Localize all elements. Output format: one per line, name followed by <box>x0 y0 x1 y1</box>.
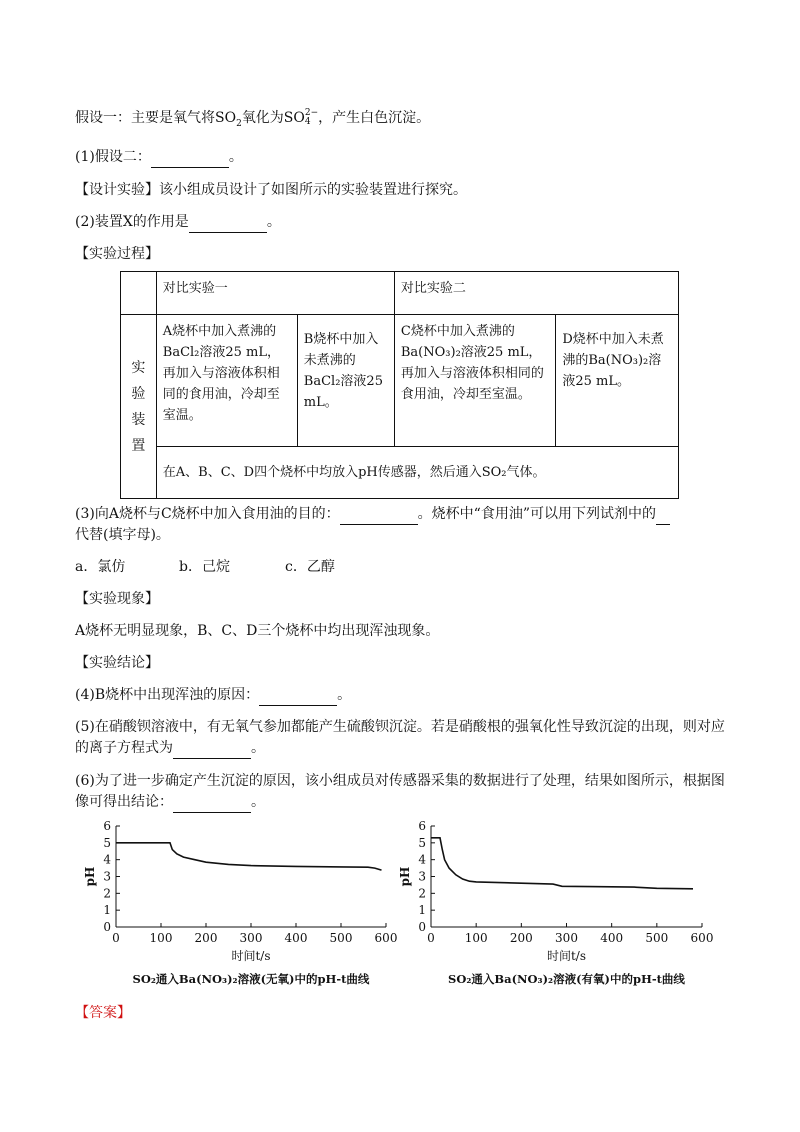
phenomenon-heading: 【实验现象】 <box>75 591 159 607</box>
conclusion-heading: 【实验结论】 <box>75 655 159 671</box>
chart-no-oxygen <box>83 819 397 986</box>
y-tick-label: 5 <box>418 835 426 850</box>
cell-common-setup: 在A、B、C、D四个烧杯中均放入pH传感器，然后通入SO₂气体。 <box>156 447 678 499</box>
question-6-line-1: (6)为了进一步确定产生沉淀的原因，该小组成员对传感器采集的数据进行了处理，结果如图所示，根据图 <box>75 773 725 789</box>
q3-text-b: 。烧杯中“食用油”可以用下列试剂中的 <box>417 506 656 522</box>
y-tick-label: 1 <box>103 903 111 918</box>
hypothesis-1-suffix: ，产生白色沉淀。 <box>318 110 431 126</box>
x-tick-label: 100 <box>464 931 488 945</box>
y-axis-label: pH <box>398 866 412 887</box>
x-tick-label: 100 <box>149 931 173 945</box>
y-tick-label: 4 <box>418 852 426 867</box>
y-tick-label: 4 <box>103 852 111 867</box>
q4-suffix: 。 <box>337 687 352 703</box>
y-tick-label: 5 <box>103 835 111 850</box>
x-tick-label: 300 <box>239 931 263 945</box>
question-3-line-2: 代替(填字母)。 <box>75 527 170 543</box>
x-axis-label: 时间t/s <box>546 949 587 963</box>
cell-beaker-d: D烧杯中加入未煮沸的Ba(NO₃)₂溶液25 mL。 <box>556 315 679 447</box>
q6-suffix: 。 <box>251 794 265 810</box>
hypothesis-1-prefix: 假设一：主要是氧气将SO <box>75 110 237 126</box>
y-tick-label: 6 <box>418 819 426 833</box>
y-tick-label: 0 <box>103 920 111 934</box>
option-a: a．氯仿 <box>75 559 126 575</box>
q2-text: (2)装置X的作用是 <box>75 214 189 230</box>
option-b: b．己烷 <box>179 559 230 575</box>
y-tick-label: 2 <box>103 886 111 901</box>
x-tick-label: 500 <box>645 931 669 945</box>
ph-curve <box>116 843 382 870</box>
q6-text: 像可得出结论： <box>75 794 173 810</box>
header-experiment-1: 对比实验一 <box>156 272 394 315</box>
x-tick-label: 0 <box>427 931 435 945</box>
q1-text: (1)假设二： <box>75 149 151 165</box>
design-heading: 【设计实验】该小组成员设计了如图所示的实验装置进行探究。 <box>75 182 467 198</box>
q2-suffix: 。 <box>266 214 281 230</box>
y-axis-label: pH <box>83 866 97 887</box>
cell-beaker-c: C烧杯中加入煮沸的Ba(NO₃)₂溶液25 mL，再加入与溶液体积相同的食用油，冷却至室温。 <box>394 315 555 447</box>
answer-label: 【答案】 <box>75 1005 131 1021</box>
x-tick-label: 400 <box>284 931 308 945</box>
x-tick-label: 500 <box>329 931 353 945</box>
chart-with-oxygen <box>398 819 713 986</box>
y-tick-label: 3 <box>418 869 426 884</box>
y-tick-label: 6 <box>103 819 111 833</box>
q1-suffix: 。 <box>228 149 243 165</box>
chart-title: SO₂通入Ba(NO₃)₂溶液(有氧)中的pH-t曲线 <box>448 972 685 986</box>
x-tick-label: 300 <box>555 931 578 945</box>
row-label-text: 实验装置 <box>131 359 146 454</box>
header-experiment-2: 对比实验二 <box>394 272 678 315</box>
x-tick-label: 600 <box>374 931 398 945</box>
x-tick-label: 200 <box>194 931 218 945</box>
y-tick-label: 3 <box>103 869 111 884</box>
question-5-line-1: (5)在硝酸钡溶液中，有无氧气参加都能产生硫酸钡沉淀。若是硝酸根的强氧化性导致沉淀的出现，则对应 <box>75 719 725 735</box>
y-tick-label: 2 <box>418 886 426 901</box>
q5-text: 的离子方程式为 <box>75 740 173 756</box>
x-axis-label: 时间t/s <box>231 949 271 963</box>
cell-beaker-a: A烧杯中加入煮沸的BaCl₂溶液25 mL，再加入与溶液体积相同的食用油，冷却至室温。 <box>156 315 297 447</box>
q3-text-a: (3)向A烧杯与C烧杯中加入食用油的目的： <box>75 506 340 522</box>
hypothesis-1-mid: 氧化为SO <box>241 110 305 126</box>
sub-2: 2 <box>236 118 242 129</box>
x-tick-label: 600 <box>690 931 714 945</box>
x-tick-label: 0 <box>112 931 120 945</box>
sub-4: 4 <box>304 117 311 127</box>
ph-curve <box>431 838 693 889</box>
option-c: c．乙醇 <box>285 559 335 575</box>
chart-title: SO₂通入Ba(NO₃)₂溶液(无氧)中的pH-t曲线 <box>132 972 370 986</box>
q5-suffix: 。 <box>251 740 265 756</box>
process-heading: 【实验过程】 <box>75 246 159 262</box>
x-tick-label: 200 <box>509 931 533 945</box>
y-tick-label: 0 <box>418 920 426 934</box>
y-tick-label: 1 <box>418 903 426 918</box>
sup-charge: 2− <box>304 108 319 118</box>
cell-beaker-b: B烧杯中加入未煮沸的BaCl₂溶液25 mL。 <box>297 315 394 447</box>
phenomenon-text: A烧杯无明显现象，B、C、D三个烧杯中均出现浑浊现象。 <box>75 623 440 639</box>
x-tick-label: 400 <box>600 931 624 945</box>
q4-text: (4)B烧杯中出现浑浊的原因： <box>75 687 260 703</box>
